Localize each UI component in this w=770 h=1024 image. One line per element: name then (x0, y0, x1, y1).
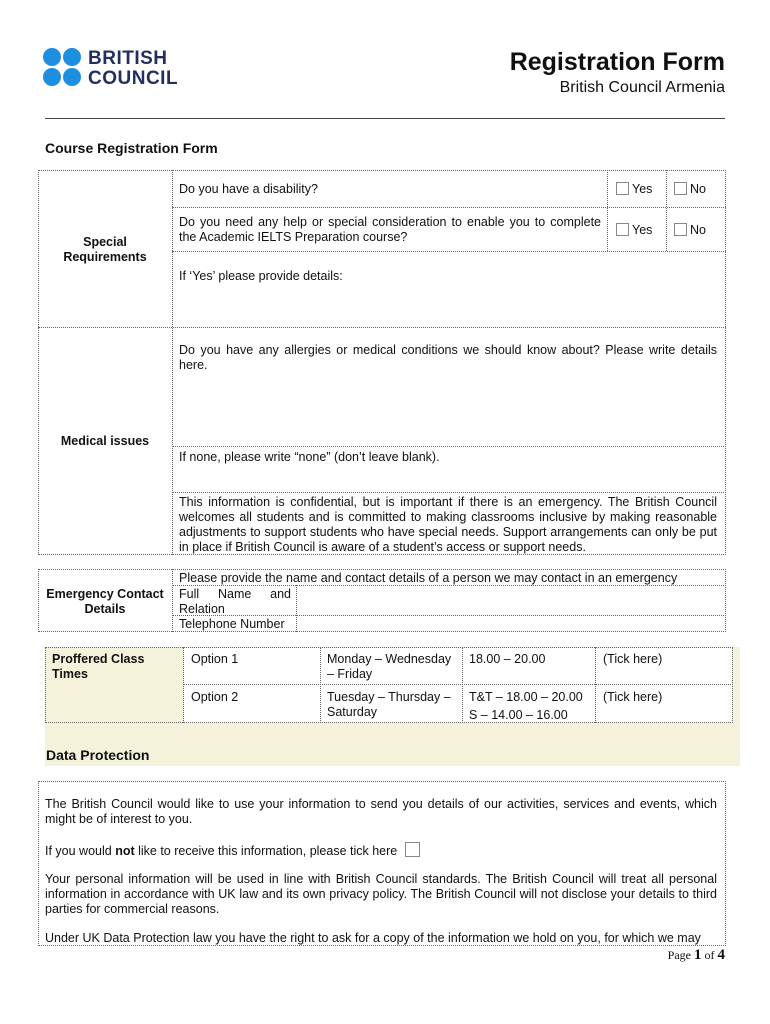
medical-question: Do you have any allergies or medical conditions we should know about? Please write details here. (179, 343, 717, 372)
data-protection-p4: Under UK Data Protection law you have the right to ask for a copy of the information we hold on you, for which we may (45, 931, 701, 945)
emergency-intro: Please provide the name and contact details of a person we may contact in an emergency (179, 571, 678, 585)
option-1-label: Option 1 (191, 652, 239, 666)
column-divider (320, 647, 321, 723)
full-name-input[interactable] (300, 590, 720, 612)
option-2-tick[interactable]: (Tick here) (603, 690, 663, 704)
page-subtitle: British Council Armenia (559, 79, 725, 96)
disability-yes-option[interactable] (616, 182, 652, 197)
yes-label: Yes (632, 223, 653, 237)
help-no-checkbox[interactable] (674, 223, 687, 236)
british-council-logo (43, 46, 183, 92)
opt-out-checkbox[interactable] (405, 842, 420, 857)
details-prompt: If ‘Yes’ please provide details: (179, 269, 343, 283)
disability-no-option[interactable] (674, 182, 706, 197)
option-1-days: Monday – Wednesday – Friday (327, 652, 452, 681)
option-2-time-saturday: S – 14.00 – 16.00 (469, 708, 568, 722)
page-word: Page (667, 948, 691, 962)
p2-text: like to receive this information, please tick here (134, 844, 398, 858)
logo-dots-icon (43, 48, 83, 88)
medical-none-note: If none, please write “none” (don’t leave blank). (179, 450, 440, 464)
label-column-divider (172, 170, 173, 555)
page-current: 1 (694, 947, 702, 963)
yes-label: Yes (632, 182, 653, 196)
row-divider (183, 684, 733, 685)
label-column-divider (172, 569, 173, 632)
no-label: No (690, 223, 706, 237)
option-1-tick[interactable]: (Tick here) (603, 652, 663, 666)
help-yes-checkbox[interactable] (616, 223, 629, 236)
class-times-label: Proffered Class Times (52, 652, 145, 681)
no-label: No (690, 182, 706, 196)
confidential-note: This information is confidential, but is important if there is an emergency. The British Council welcomes all students and is committed to making classrooms inclusive by making reasonable adjustments to support students who have special needs. Support arrangements can only be put in place if British Council is aware of a student’s access or support needs. (179, 495, 717, 554)
special-requirements-label: Special Requirements (63, 235, 147, 264)
option-1-time: 18.00 – 20.00 (469, 652, 546, 666)
column-divider (595, 647, 596, 723)
data-protection-title: Data Protection (46, 747, 150, 763)
logo-word-british: BRITISH (88, 48, 168, 69)
full-name-label: Full Name and Relation (179, 587, 291, 616)
details-field[interactable] (174, 286, 724, 326)
section-divider (38, 327, 726, 328)
page-title: Registration Form (509, 48, 725, 76)
header-divider (45, 118, 725, 119)
medical-issues-label: Medical issues (60, 434, 150, 448)
telephone-label: Telephone Number (179, 617, 285, 631)
p2-text: If you would (45, 844, 116, 858)
row-divider (172, 251, 726, 252)
disability-yes-checkbox[interactable] (616, 182, 629, 195)
option-2-days: Tuesday – Thursday – Saturday (327, 690, 451, 719)
option-2-label: Option 2 (191, 690, 239, 704)
telephone-input[interactable] (300, 617, 720, 631)
row-divider (172, 446, 726, 447)
row-divider (172, 492, 726, 493)
of-word: of (704, 948, 715, 962)
data-protection-p2 (45, 842, 717, 859)
help-question: Do you need any help or special consideration to enable you to complete the Academic IELTS Preparation course? (179, 215, 601, 244)
help-no-option[interactable] (674, 223, 706, 238)
disability-question: Do you have a disability? (179, 182, 318, 196)
option-2-time-weekday: T&T – 18.00 – 20.00 (469, 690, 583, 704)
column-divider (607, 170, 608, 251)
p2-bold: not (115, 844, 135, 858)
logo-word-council: COUNCIL (88, 68, 179, 89)
column-divider (462, 647, 463, 723)
page-total: 4 (717, 947, 725, 963)
medical-details-field[interactable] (174, 376, 724, 444)
column-divider (666, 170, 667, 251)
row-divider (172, 207, 726, 208)
data-protection-p3: Your personal information will be used in line with British Council standards. The British Council will treat all personal information in accordance with UK law and its own privacy policy. The British Council will not disclose your details to third parties for commercial reasons. (45, 872, 717, 916)
emergency-contact-label: Emergency Contact Details (46, 587, 164, 616)
disability-no-checkbox[interactable] (674, 182, 687, 195)
help-yes-option[interactable] (616, 223, 652, 238)
section-title: Course Registration Form (45, 140, 218, 156)
column-divider (296, 585, 297, 632)
data-protection-p1: The British Council would like to use your information to send you details of our activities, services and events, which might be of interest to you. (45, 797, 717, 826)
page-number (668, 947, 725, 964)
